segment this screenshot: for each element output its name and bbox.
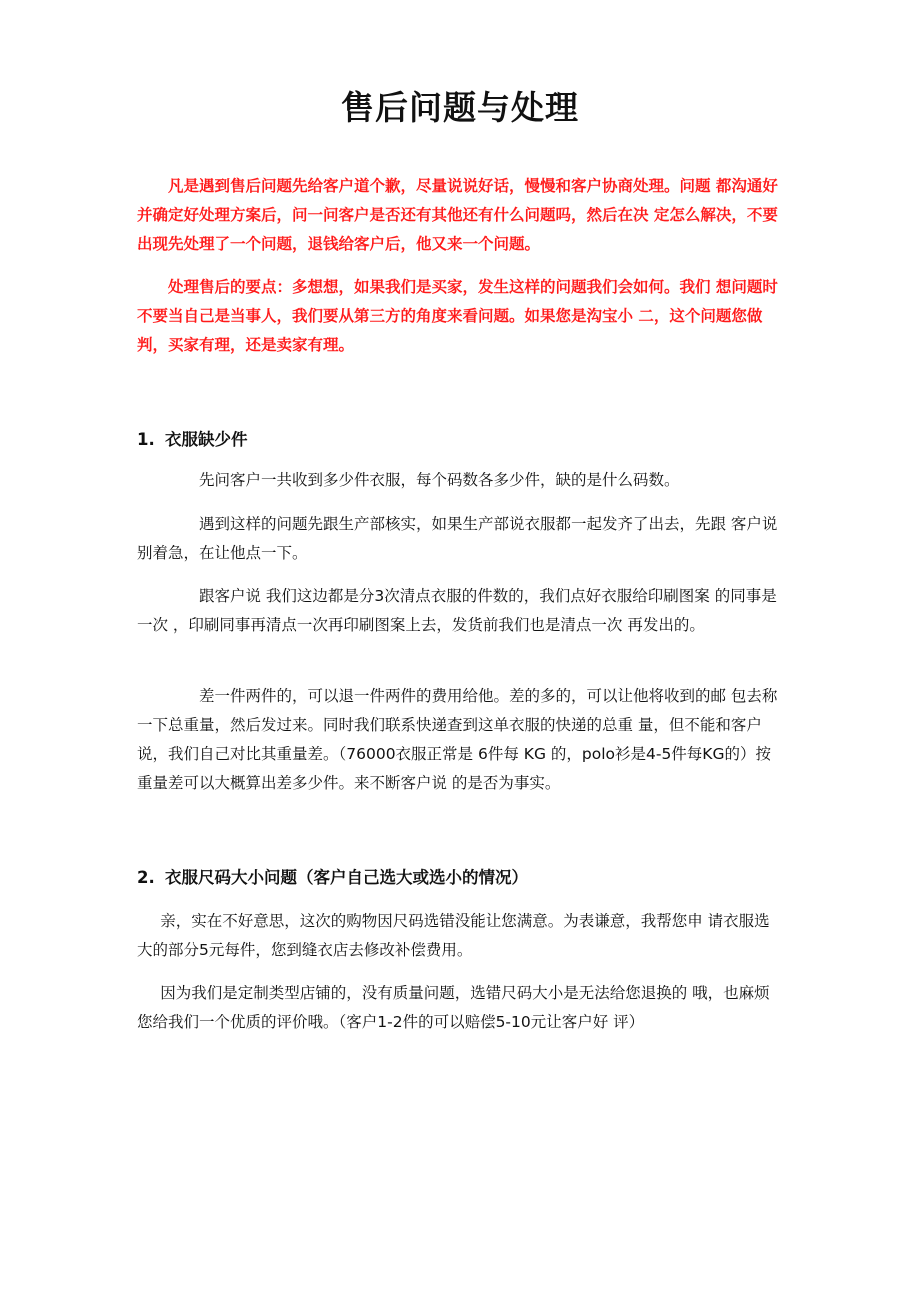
section-1-paragraph: 差一件两件的，可以退一件两件的费用给他。差的多的，可以让他将收到的邮 包去称一下总重量，然后发过来。同时我们联系快递查到这单衣服的快递的总重 量，但不能和客户说，我们自己对比其重量差。（76000衣服正常是 6件每 KG 的，polo衫是4-5件每KG的）按重量差可以大概算出差多少件。来不断客户说 的是否为事实。	[137, 687, 778, 792]
section-1-heading	[137, 426, 785, 450]
section-1-paragraph: 遇到这样的问题先跟生产部核实，如果生产部说衣服都一起发齐了出去，先跟 客户说别着急，在让他点一下。	[137, 515, 778, 562]
intro-paragraph-apology: 凡是遇到售后问题先给客户道个歉，尽量说说好话，慢慢和客户协商处理。问题 都沟通好并确定好处理方案后，问一问客户是否还有其他还有什么问题吗，然后在决 定怎么解决，不要出现先处理了一个问题，退钱给客户后，他又来一个问题。	[137, 177, 778, 253]
section-1-paragraph: 跟客户说 我们这边都是分3次清点衣服的件数的，我们点好衣服给印刷图案 的同事是一次 ，印刷同事再清点一次再印刷图案上去，发货前我们也是清点一次 再发出的。	[137, 587, 777, 634]
section-2-number: 2.	[137, 868, 155, 887]
section-1-number: 1.	[137, 430, 155, 449]
section-2-heading	[137, 864, 785, 888]
section-1-paragraph: 先问客户一共收到多少件衣服，每个码数各多少件，缺的是什么码数。	[199, 471, 680, 489]
section-2-paragraph: 因为我们是定制类型店铺的，没有质量问题，选错尺码大小是无法给您退换的 哦，也麻烦您给我们一个优质的评价哦。（客户1-2件的可以赔偿5-10元让客户好 评）	[137, 984, 770, 1031]
page-title: 售后问题与处理	[341, 88, 579, 127]
section-1-title: 衣服缺少件	[165, 430, 248, 449]
section-2-paragraph: 亲，实在不好意思，这次的购物因尺码选错没能让您满意。为表谦意，我帮您申 请衣服选大的部分5元每件，您到缝衣店去修改补偿费用。	[137, 912, 770, 959]
intro-block	[137, 172, 785, 360]
section-2-title: 衣服尺码大小问题（客户自己选大或选小的情况）	[165, 868, 528, 887]
intro-paragraph-key-points: 处理售后的要点：多想想，如果我们是买家，发生这样的问题我们会如何。我们 想问题时不要当自己是当事人，我们要从第三方的角度来看问题。如果您是沟宝小 二，这个问题您做判，买家有理，还是卖家有理。	[137, 278, 778, 354]
